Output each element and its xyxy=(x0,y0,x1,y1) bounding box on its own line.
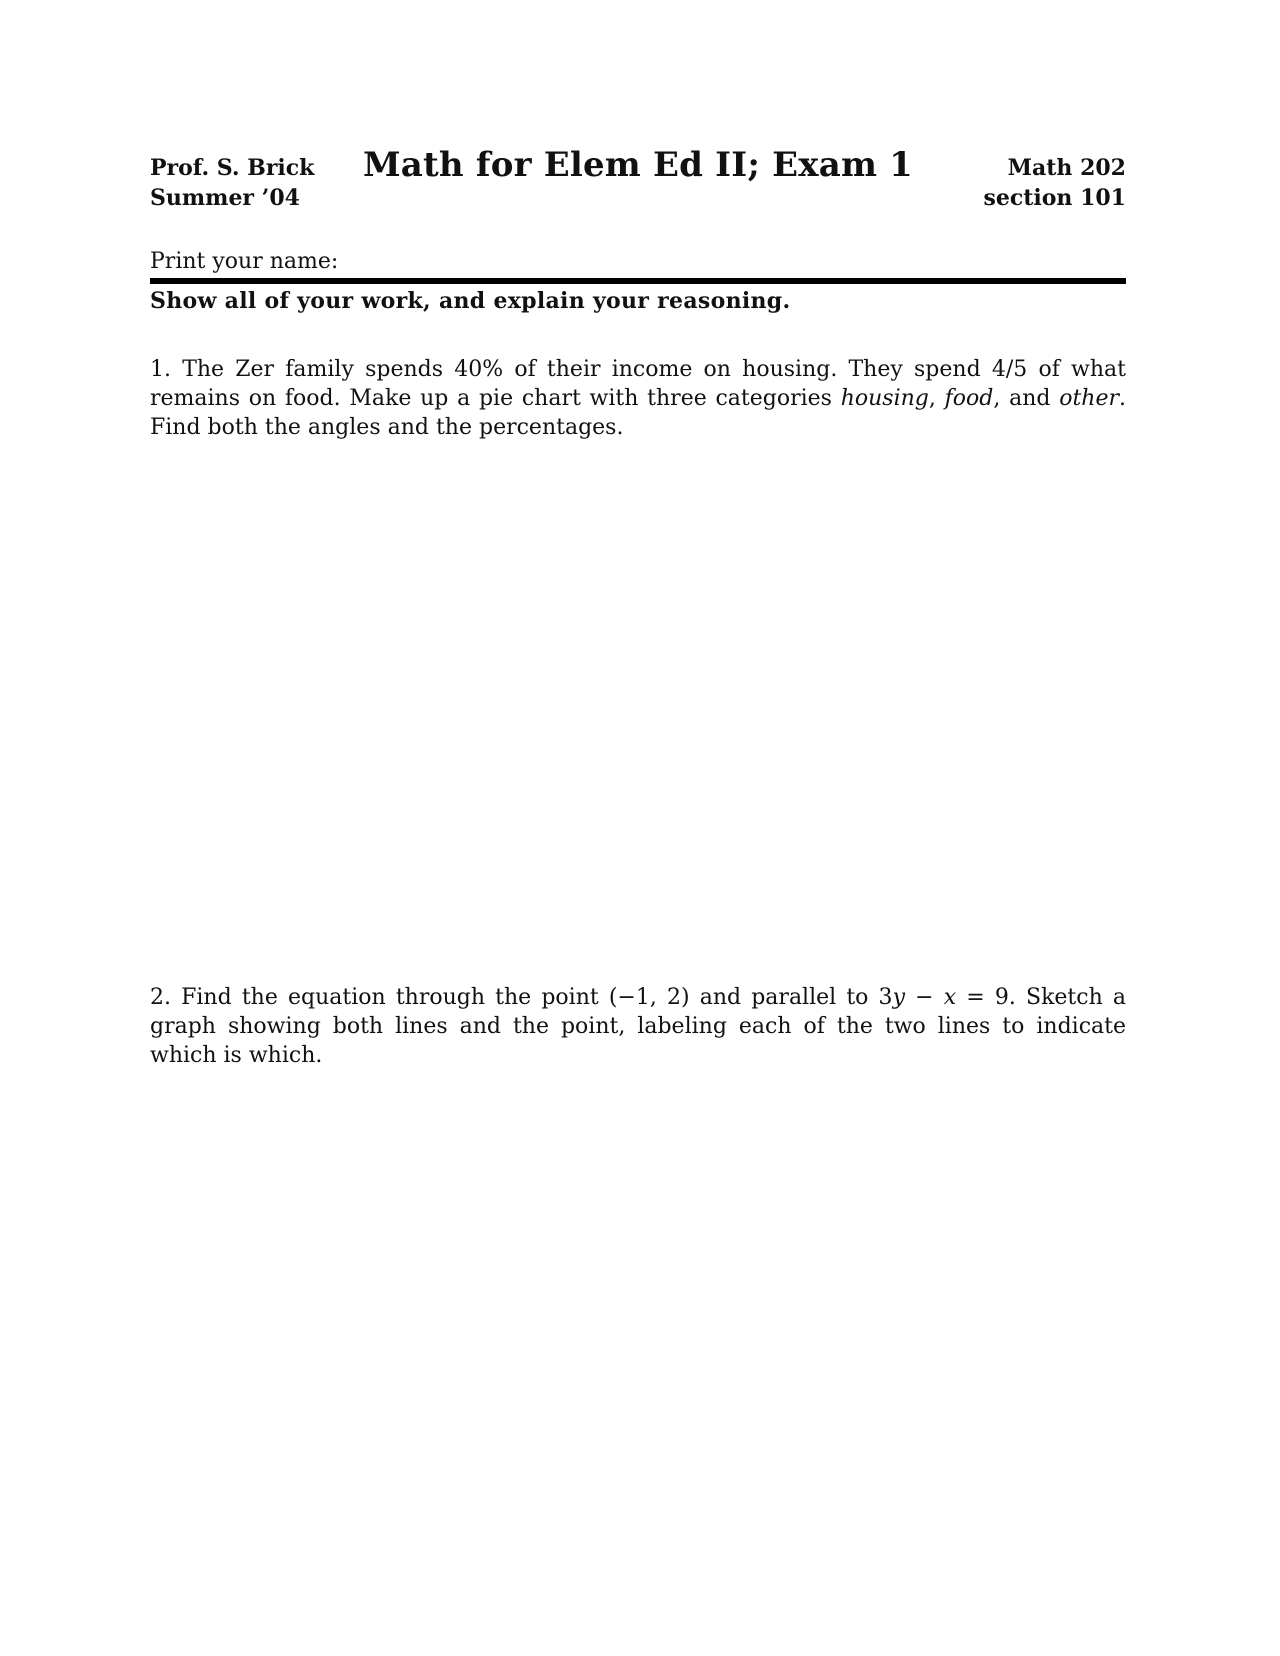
instructor-name: Prof. S. Brick xyxy=(150,155,315,181)
exam-title: Math for Elem Ed II; Exam 1 xyxy=(362,145,914,185)
name-prompt: Print your name: xyxy=(150,249,339,274)
exam-header xyxy=(150,145,1126,215)
problem-1-text: 1. The Zer family spends 40% of their income on housing. They spend 4/5 of what remains on food. Make up a pie chart with three categories xyxy=(150,357,1126,411)
name-rule xyxy=(150,278,1126,284)
term: Summer ’04 xyxy=(150,185,300,211)
math-variable-x: x xyxy=(943,985,957,1010)
problem-2-text: 2. Find the equation through the point (−1, 2) and parallel to 3 xyxy=(150,985,893,1010)
category-food: food xyxy=(944,386,994,411)
category-other: other xyxy=(1059,386,1119,411)
problem-2: 2. Find the equation through the point (−1, 2) and parallel to 3y − x = 9. Sketch a graph showing both lines and the point, labeling each of the two lines to indicate which is which. xyxy=(150,985,1127,1068)
section-number: section 101 xyxy=(983,185,1126,211)
course-section-block xyxy=(983,153,1126,213)
problem-1-text-end: . Find both the angles and the percentages. xyxy=(150,386,1126,440)
math-variable-y: y xyxy=(892,985,905,1010)
problem-2-text-end: = 9. Sketch a graph showing both lines and the point, labeling each of the two lines to indicate which is which. xyxy=(150,985,1127,1068)
problem-1: 1. The Zer family spends 40% of their income on housing. They spend 4/5 of what remains on food. Make up a pie chart with three categories housing, food, and other. Find both the angles and the percentages. xyxy=(150,357,1126,440)
instructions: Show all of your work, and explain your reasoning. xyxy=(150,288,791,314)
category-housing: housing xyxy=(840,386,929,411)
exam-page xyxy=(150,0,1126,1656)
course-number: Math 202 xyxy=(1007,155,1126,181)
